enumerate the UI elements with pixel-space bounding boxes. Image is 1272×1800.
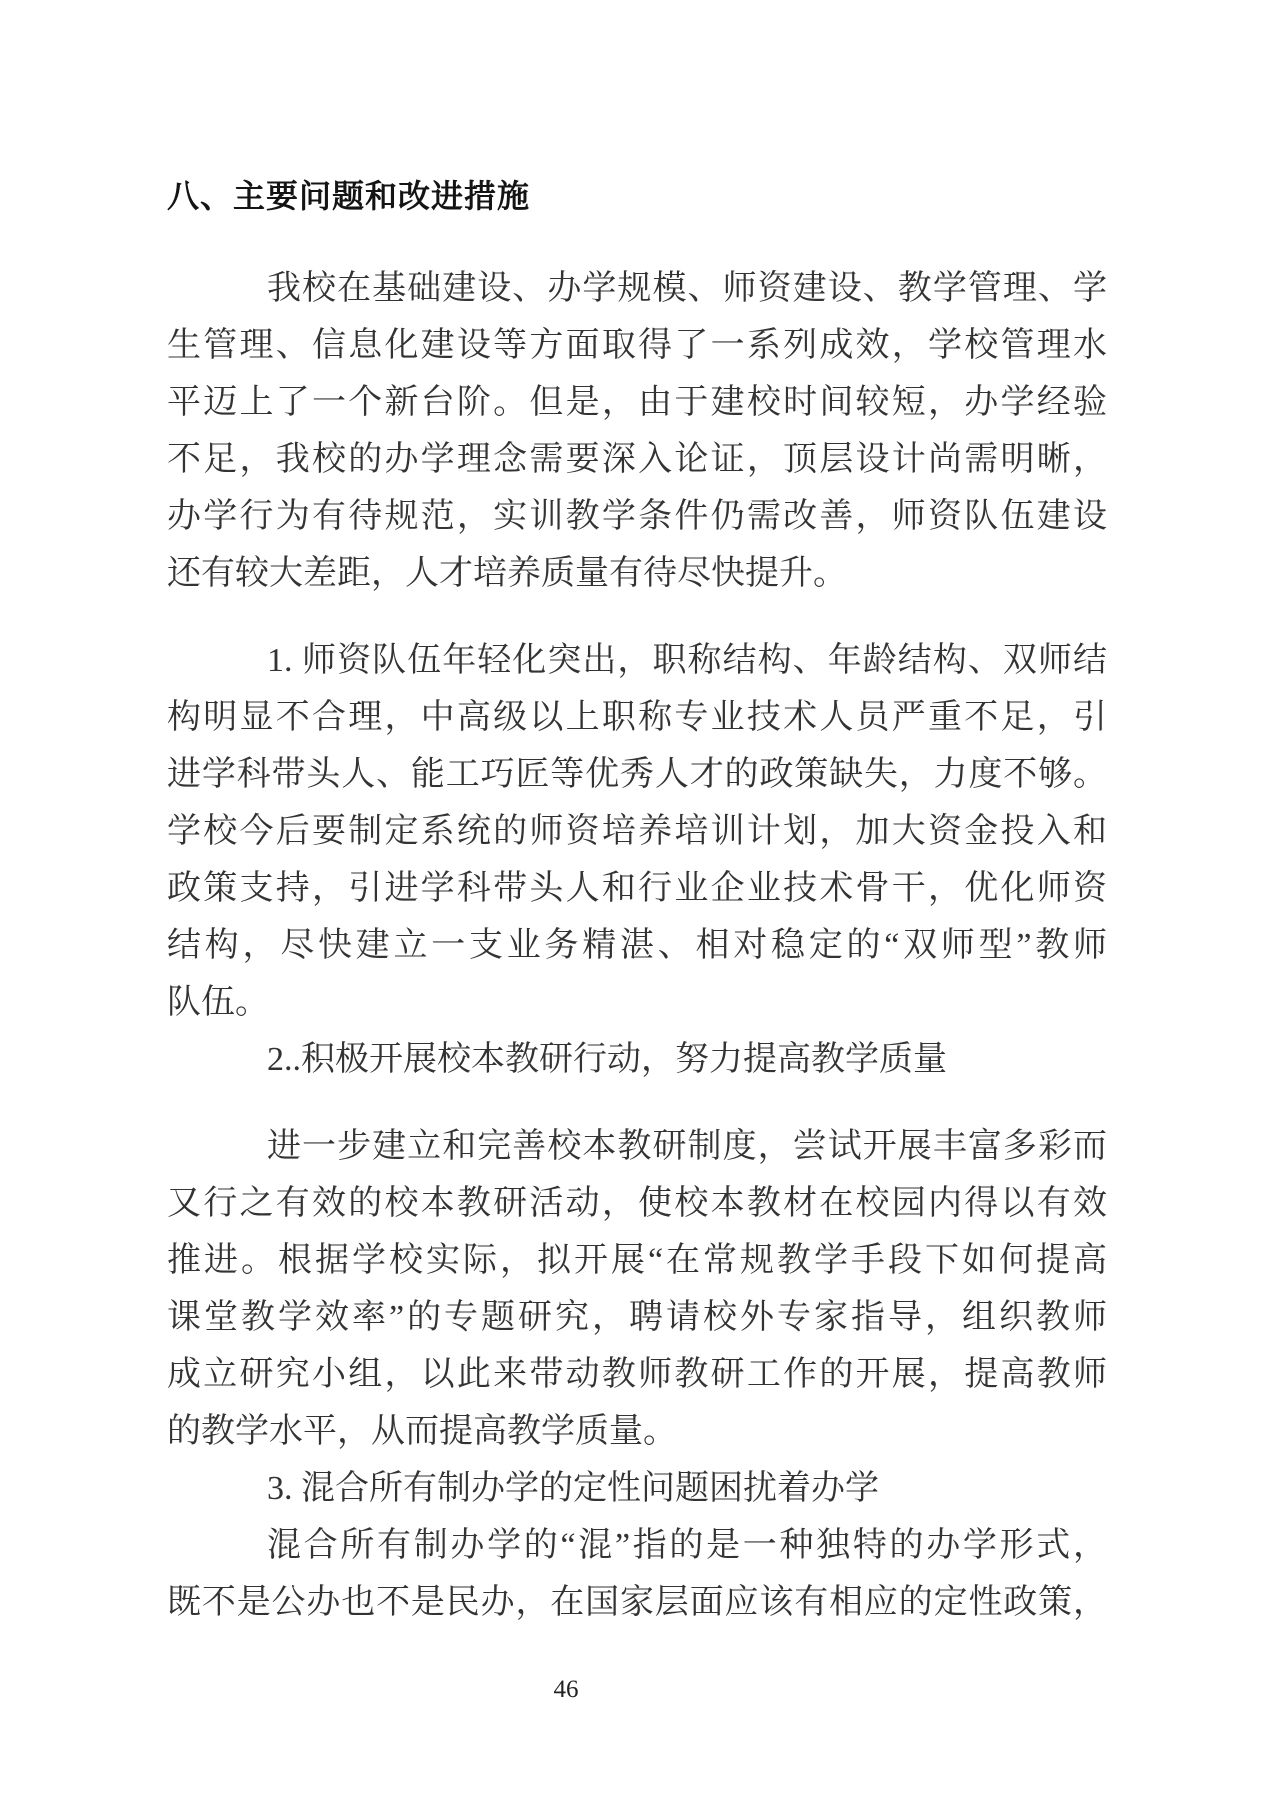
document-body (167, 260, 1107, 1631)
text-line: 既不是公办也不是民办，在国家层面应该有相应的定性政策， (167, 1584, 1107, 1621)
paragraph (167, 1517, 1107, 1631)
document-content (167, 176, 1107, 1631)
section-heading: 八、主要问题和改进措施 (167, 178, 531, 214)
text-line: 1. 师资队伍年轻化突出，职称结构、年龄结构、双师结 (267, 642, 1107, 679)
text-line: 又行之有效的校本教研活动，使校本教材在校园内得以有效 (167, 1185, 1107, 1222)
text-line: 队伍。 (167, 984, 269, 1021)
paragraph (167, 1031, 1107, 1088)
text-line: 混合所有制办学的“混”指的是一种独特的办学形式， (267, 1527, 1107, 1564)
text-line: 进学科带头人、能工巧匠等优秀人才的政策缺失，力度不够。 (167, 756, 1107, 793)
text-line: 办学行为有待规范，实训教学条件仍需改善，师资队伍建设 (167, 498, 1107, 535)
paragraph (167, 260, 1107, 602)
text-line: 我校在基础建设、办学规模、师资建设、教学管理、学 (267, 270, 1107, 307)
text-line: 3. 混合所有制办学的定性问题困扰着办学 (267, 1470, 879, 1507)
text-line: 进一步建立和完善校本教研制度，尝试开展丰富多彩而 (267, 1128, 1107, 1165)
text-line: 课堂教学效率”的专题研究，聘请校外专家指导，组织教师 (167, 1299, 1107, 1336)
text-line: 的教学水平，从而提高教学质量。 (167, 1413, 677, 1450)
text-line: 还有较大差距，人才培养质量有待尽快提升。 (167, 555, 847, 592)
text-line: 生管理、信息化建设等方面取得了一系列成效，学校管理水 (167, 327, 1107, 364)
text-line: 学校今后要制定系统的师资培养培训计划，加大资金投入和 (167, 813, 1107, 850)
text-line: 2..积极开展校本教研行动，努力提高教学质量 (267, 1041, 947, 1078)
text-line: 不足，我校的办学理念需要深入论证，顶层设计尚需明晰， (167, 441, 1107, 478)
text-line: 政策支持，引进学科带头人和行业企业技术骨干，优化师资 (167, 870, 1107, 907)
text-line: 构明显不合理，中高级以上职称专业技术人员严重不足，引 (167, 699, 1107, 736)
text-line: 平迈上了一个新台阶。但是，由于建校时间较短，办学经验 (167, 384, 1107, 421)
paragraph (167, 1118, 1107, 1460)
text-line: 结构，尽快建立一支业务精湛、相对稳定的“双师型”教师 (167, 927, 1107, 964)
text-line: 成立研究小组，以此来带动教师教研工作的开展，提高教师 (167, 1356, 1107, 1393)
paragraph (167, 632, 1107, 1031)
text-line: 推进。根据学校实际，拟开展“在常规教学手段下如何提高 (167, 1242, 1107, 1279)
paragraph (167, 1460, 1107, 1517)
page-number: 46 (553, 1676, 579, 1703)
